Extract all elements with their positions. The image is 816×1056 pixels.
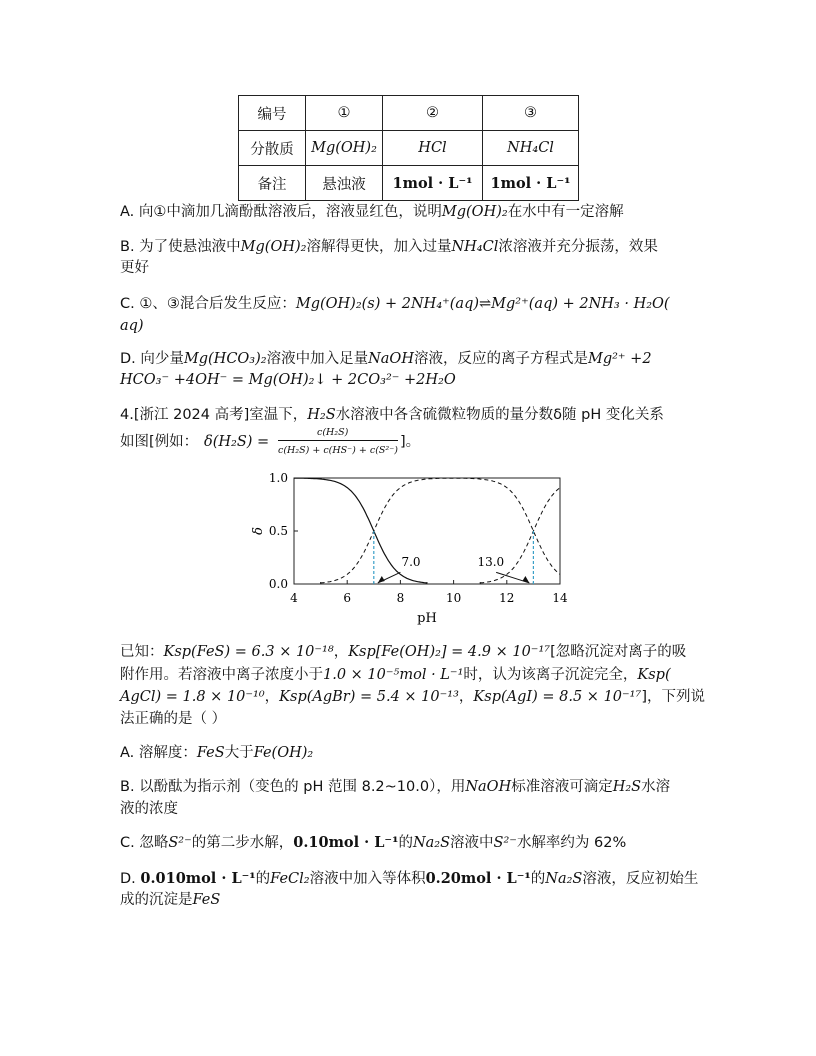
formula: AgCl) = 1.8 × 10⁻¹⁰ bbox=[120, 689, 265, 705]
table-cell: 1mol · L⁻¹ bbox=[483, 166, 579, 201]
text: 如图[例如： bbox=[120, 434, 199, 450]
formula: FeS bbox=[196, 745, 225, 761]
q3-option-c-cont: aq) bbox=[120, 318, 144, 334]
q4-option-b-cont: 液的浓度 bbox=[120, 801, 178, 817]
formula: 1.0 × 10⁻⁵mol · L⁻¹ bbox=[323, 667, 464, 683]
q3-option-c bbox=[120, 294, 700, 314]
formula: Fe(OH)₂ bbox=[253, 745, 314, 761]
formula: Mg(OH)₂ bbox=[240, 239, 307, 255]
formula: Mg²⁺ +2 bbox=[587, 351, 652, 367]
text: A. 向①中滴加几滴酚酞溶液后，溶液显红色，说明 bbox=[120, 204, 442, 220]
table-cell: 悬浊液 bbox=[306, 166, 383, 201]
formula: Mg(HCO₃)₂ bbox=[183, 351, 267, 367]
formula: FeS bbox=[192, 892, 221, 908]
q4-known-3 bbox=[120, 687, 705, 707]
formula: NaOH bbox=[368, 351, 414, 367]
x-tick-label: 10 bbox=[445, 591, 462, 605]
q4-stem bbox=[120, 405, 700, 425]
q3-option-b-cont: 更好 bbox=[120, 260, 149, 276]
q4-option-c bbox=[120, 833, 700, 853]
formula: NH₄Cl bbox=[451, 239, 499, 255]
text: ， bbox=[458, 689, 474, 705]
formula: FeCl₂ bbox=[270, 871, 310, 887]
q4-known bbox=[120, 642, 700, 662]
text: 的 bbox=[255, 871, 271, 887]
text: 在水中有一定溶解 bbox=[507, 204, 624, 220]
q3-option-b bbox=[120, 237, 700, 257]
x-tick-label: 4 bbox=[290, 591, 298, 605]
formula: δ(H₂S) = bbox=[204, 434, 270, 450]
annotation-arrowhead bbox=[522, 576, 529, 583]
table-row bbox=[239, 131, 579, 166]
q3-option-a bbox=[120, 202, 700, 222]
formula: S²⁻ bbox=[493, 835, 517, 851]
y-tick-label: 0.0 bbox=[268, 577, 288, 591]
table-cell: 1mol · L⁻¹ bbox=[383, 166, 483, 201]
x-axis-label: pH bbox=[417, 611, 437, 626]
formula: Ksp(FeS) = 6.3 × 10⁻¹⁸ bbox=[163, 644, 334, 660]
formula: S²⁻ bbox=[168, 835, 192, 851]
text: [忽略沉淀对离子的吸 bbox=[550, 644, 687, 660]
text: 的 bbox=[398, 835, 413, 851]
q4-option-d-cont bbox=[120, 890, 700, 910]
q4-stem-cont bbox=[120, 426, 700, 456]
table-row bbox=[239, 96, 579, 131]
table-cell: 备注 bbox=[239, 166, 306, 201]
table-cell: Mg(OH)₂ bbox=[306, 131, 383, 166]
text: 的 bbox=[530, 871, 546, 887]
formula: Ksp(AgI) = 8.5 × 10⁻¹⁷ bbox=[473, 689, 642, 705]
formula: Na₂S bbox=[545, 871, 583, 887]
table-cell: NH₄Cl bbox=[483, 131, 579, 166]
text: B. 以酚酞为指示剂（变色的 pH 范围 8.2~10.0），用 bbox=[120, 779, 466, 795]
text: 附作用。若溶液中离子浓度小于 bbox=[120, 667, 323, 683]
text: C. 忽略 bbox=[120, 835, 169, 851]
q4-option-d bbox=[120, 869, 700, 889]
x-tick-label: 12 bbox=[499, 591, 515, 605]
formula: 0.20mol · L⁻¹ bbox=[425, 870, 531, 887]
text: 溶液中 bbox=[450, 835, 494, 851]
table-row bbox=[239, 166, 579, 201]
formula: Ksp[Fe(OH)₂] = 4.9 × 10⁻¹⁷ bbox=[348, 644, 551, 660]
plot-frame bbox=[294, 478, 560, 584]
text: 标准溶液可滴定 bbox=[511, 779, 613, 795]
fraction-denominator: c(H₂S) + c(HS⁻) + c(S²⁻) bbox=[278, 445, 398, 456]
text: 水解率约为 62% bbox=[516, 835, 627, 851]
text: D. bbox=[120, 871, 141, 887]
formula: Mg(OH)₂ bbox=[441, 204, 508, 220]
annotation-label: 13.0 bbox=[477, 554, 505, 569]
table-cell: 分散质 bbox=[239, 131, 306, 166]
formula: NaOH bbox=[465, 779, 512, 795]
y-axis-label: δ bbox=[251, 527, 266, 535]
text: 浓溶液并充分振荡，效果 bbox=[498, 239, 658, 255]
q4-known-4: 法正确的是（ ） bbox=[120, 711, 227, 727]
text: 的第二步水解， bbox=[191, 835, 294, 851]
table-cell: ③ bbox=[483, 96, 579, 131]
text: D. 向少量 bbox=[120, 351, 184, 367]
x-tick-label: 14 bbox=[552, 591, 568, 605]
formula: H₂S bbox=[307, 407, 336, 423]
text: B. 为了使悬浊液中 bbox=[120, 239, 241, 255]
fraction-numerator: c(H₂S) bbox=[317, 427, 349, 438]
text: C. ①、③混合后发生反应： bbox=[120, 296, 296, 312]
x-tick-label: 8 bbox=[396, 591, 405, 605]
text: 溶液，反应初始生 bbox=[582, 871, 699, 887]
text: 已知： bbox=[120, 644, 164, 660]
y-tick-label: 1.0 bbox=[268, 471, 288, 485]
table-cell: 编号 bbox=[239, 96, 306, 131]
series-hs-line bbox=[321, 478, 560, 583]
formula: Ksp(AgBr) = 5.4 × 10⁻¹³ bbox=[279, 689, 459, 705]
text: ， bbox=[264, 689, 280, 705]
y-tick-label: 0.5 bbox=[268, 524, 288, 538]
text: 大于 bbox=[224, 745, 254, 761]
q3-option-d-cont: HCO₃⁻ +4OH⁻ = Mg(OH)₂↓ + 2CO₃²⁻ +2H₂O bbox=[120, 372, 456, 388]
table-cell: ② bbox=[383, 96, 483, 131]
annotation-label: 7.0 bbox=[401, 554, 421, 569]
text: 水溶液中各含硫微粒物质的量分数δ随 pH 变化关系 bbox=[335, 407, 664, 423]
q4-known-2 bbox=[120, 665, 700, 685]
text: 溶液中加入等体积 bbox=[309, 871, 426, 887]
q4-option-b bbox=[120, 777, 700, 797]
distribution-chart bbox=[240, 464, 580, 634]
equation: Mg(OH)₂(s) + 2NH₄⁺(aq)⇌Mg²⁺(aq) + 2NH₃ · H₂O( bbox=[295, 296, 670, 312]
text: 水溶 bbox=[641, 779, 671, 795]
text: ]，下列说 bbox=[641, 689, 705, 705]
annotation-arrowhead bbox=[378, 576, 385, 583]
formula: 0.010mol · L⁻¹ bbox=[140, 870, 256, 887]
q3-option-d bbox=[120, 349, 700, 369]
text: 溶解得更快，加入过量 bbox=[306, 239, 452, 255]
q4-option-a bbox=[120, 743, 700, 763]
formula: Na₂S bbox=[412, 835, 451, 851]
text: ， bbox=[333, 644, 349, 660]
data-table bbox=[238, 95, 579, 201]
table-cell: ① bbox=[306, 96, 383, 131]
x-tick-label: 6 bbox=[343, 591, 352, 605]
text: 成的沉淀是 bbox=[120, 892, 193, 908]
formula: Ksp( bbox=[637, 667, 671, 683]
text: 溶液，反应的离子方程式是 bbox=[413, 351, 588, 367]
formula: 0.10mol · L⁻¹ bbox=[293, 834, 399, 851]
text: A. 溶解度： bbox=[120, 745, 197, 761]
text: 时，认为该离子沉淀完全， bbox=[463, 667, 638, 683]
table-cell: HCl bbox=[383, 131, 483, 166]
text: 4.[浙江 2024 高考]室温下， bbox=[120, 407, 308, 423]
text: 溶液中加入足量 bbox=[266, 351, 369, 367]
text: ]。 bbox=[400, 434, 421, 450]
formula: H₂S bbox=[612, 779, 642, 795]
